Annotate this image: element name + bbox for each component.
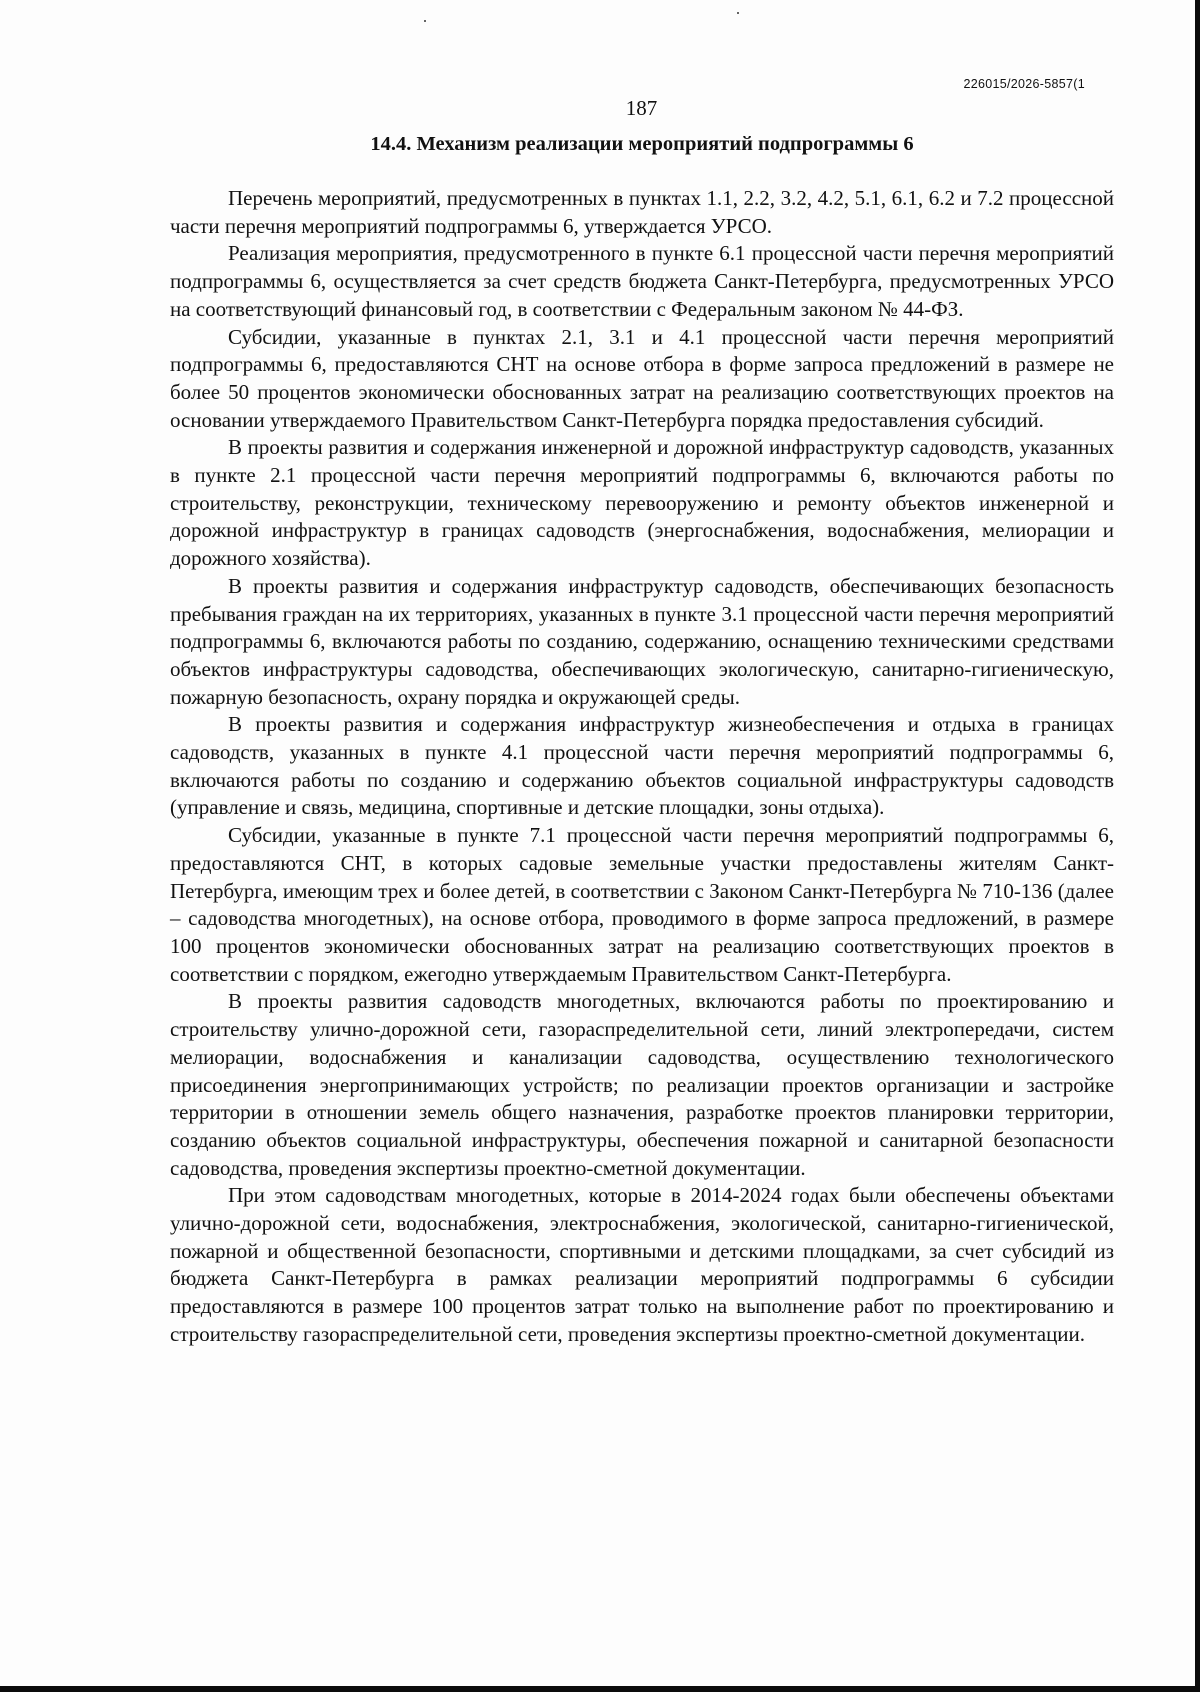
- scan-speck: [424, 20, 426, 22]
- paragraph: В проекты развития и содержания инфраструктур садоводств, обеспечивающих безопасность пребывания граждан на их территориях, указанных в пункте 3.1 процессной части перечня мероприятий подпрограммы 6, включаются работы по созданию, содержанию, оснащению техническими средствами объектов инфраструктуры садоводства, обеспечивающих экологическую, санитарно-гигиеническую, пожарную безопасность, охрану порядка и окружающей среды.: [170, 573, 1114, 709]
- scan-speck: [737, 12, 739, 14]
- document-body: [170, 185, 1114, 1349]
- scan-border-bottom: [0, 1686, 1200, 1692]
- paragraph: В проекты развития садоводств многодетных, включаются работы по проектированию и строительству улично-дорожной сети, газораспределительной сети, линий электропередачи, систем мелиорации, водоснабжения и канализации садоводства, осуществлению технологического присоединения энергопринимающих устройств; по реализации проектов организации и застройке территории в отношении земель общего назначения, разработке проектов планировки территории, созданию объектов социальной инфраструктуры, обеспечения пожарной и санитарной безопасности садоводства, проведения экспертизы проектно-сметной документации.: [170, 989, 1114, 1180]
- paragraph: Реализация мероприятия, предусмотренного в пункте 6.1 процессной части перечня мероприятий подпрограммы 6, осуществляется за счет средств бюджета Санкт-Петербурга, предусмотренных УРСО на соответствующий финансовый год, в соответствии с Федеральным законом № 44-ФЗ.: [170, 241, 1114, 321]
- section-title: 14.4. Механизм реализации мероприятий подпрограммы 6: [370, 133, 914, 155]
- page-number: 187: [625, 96, 658, 120]
- paragraph: В проекты развития и содержания инженерной и дорожной инфраструктур садоводств, указанных в пункте 2.1 процессной части перечня мероприятий подпрограммы 6, включаются работы по строительству, реконструкции, техническому перевооружению и ремонту объектов инженерной и дорожной инфраструктур в границах садоводств (энергоснабжения, водоснабжения, мелиорации и дорожного хозяйства).: [170, 435, 1114, 571]
- document-registration-number: 226015/2026-5857(1: [963, 77, 1085, 91]
- paragraph: При этом садоводствам многодетных, которые в 2014-2024 годах были обеспечены объектами улично-дорожной сети, водоснабжения, электроснабжения, экологической, санитарно-гигиенической, пожарной и общественной безопасности, спортивными и детскими площадками, за счет субсидий из бюджета Санкт-Петербурга в рамках реализации мероприятий подпрограммы 6 субсидии предоставляются в размере 100 процентов затрат только на выполнение работ по проектированию и строительству газораспределительной сети, проведения экспертизы проектно-сметной документации.: [170, 1183, 1114, 1346]
- paragraph: Субсидии, указанные в пунктах 2.1, 3.1 и 4.1 процессной части перечня мероприятий подпрограммы 6, предоставляются СНТ на основе отбора в форме запроса предложений в размере не более 50 процентов экономически обоснованных затрат на реализацию соответствующих проектов на основании утверждаемого Правительством Санкт-Петербурга порядка предоставления субсидий.: [170, 324, 1114, 432]
- paragraph: Субсидии, указанные в пункте 7.1 процессной части перечня мероприятий подпрограммы 6, предоставляются СНТ, в которых садовые земельные участки предоставлены жителям Санкт-Петербурга, имеющим трех и более детей, в соответствии с Законом Санкт-Петербурга № 710-136 (далее – садоводства многодетных), на основе отбора, проводимого в форме запроса предложений, в размере 100 процентов экономически обоснованных затрат на реализацию соответствующих проектов в соответствии с порядком, ежегодно утверждаемым Правительством Санкт-Петербурга.: [170, 823, 1114, 986]
- paragraph: Перечень мероприятий, предусмотренных в пунктах 1.1, 2.2, 3.2, 4.2, 5.1, 6.1, 6.2 и 7.2 процессной части перечня мероприятий подпрограммы 6, утверждается УРСО.: [170, 186, 1114, 238]
- scan-border-right: [1195, 0, 1200, 1692]
- paragraph: В проекты развития и содержания инфраструктур жизнеобеспечения и отдыха в границах садоводств, указанных в пункте 4.1 процессной части перечня мероприятий подпрограммы 6, включаются работы по созданию и содержанию объектов социальной инфраструктуры садоводств (управление и связь, медицина, спортивные и детские площадки, зоны отдыха).: [170, 712, 1114, 820]
